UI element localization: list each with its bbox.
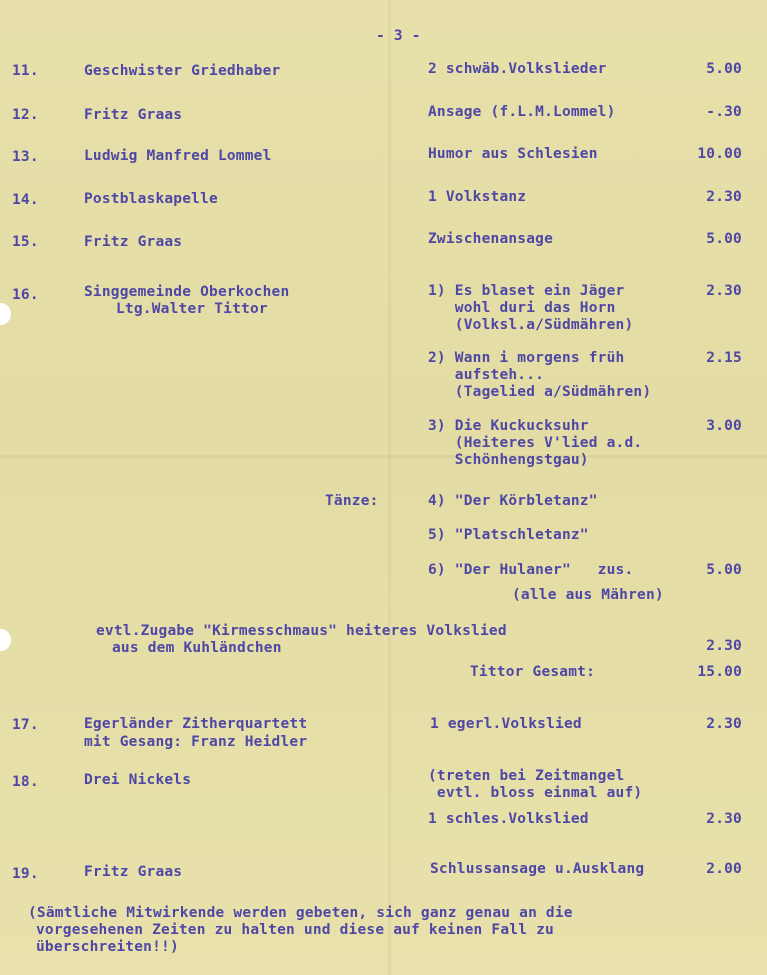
program-item: 2 schwäb.Volkslieder (428, 61, 607, 77)
amount: 2.30 (706, 189, 742, 205)
amount: 10.00 (697, 146, 742, 162)
song-line: (Heiteres V'lied a.d. (428, 435, 643, 451)
row-number: 11. (12, 63, 39, 79)
note-line1: (treten bei Zeitmangel (428, 768, 625, 784)
song-line: 2) Wann i morgens früh (428, 350, 625, 366)
performer-line1: Egerländer Zitherquartett (84, 716, 308, 732)
performer: Fritz Graas (84, 864, 183, 880)
dance-line: 5) "Platschletanz" (428, 527, 589, 543)
encore-line2: aus dem Kuhländchen (112, 640, 282, 656)
row-number: 19. (12, 866, 39, 882)
performer: Drei Nickels (84, 772, 192, 788)
row-number: 17. (12, 717, 39, 733)
fold-line-horizontal (0, 455, 767, 458)
performer: Geschwister Griedhaber (84, 63, 281, 79)
song-line: Schönhengstgau) (428, 452, 589, 468)
footer-line1: (Sämtliche Mitwirkende werden gebeten, sich ganz genau an die (28, 905, 573, 921)
encore-line1: evtl.Zugabe "Kirmesschmaus" heiteres Volkslied (96, 623, 507, 639)
amount: 2.15 (706, 350, 742, 366)
performer: Postblaskapelle (84, 191, 218, 207)
punch-hole-icon (0, 629, 11, 651)
program-item: 1 egerl.Volkslied (430, 716, 582, 732)
program-item: Ansage (f.L.M.Lommel) (428, 104, 616, 120)
program-item: 1 Volkstanz (428, 189, 527, 205)
amount: 2.30 (706, 716, 742, 732)
total-amount: 15.00 (697, 664, 742, 680)
song-line: wohl duri das Horn (428, 300, 616, 316)
amount: 5.00 (706, 231, 742, 247)
song-line: (Volksl.a/Südmähren) (428, 317, 634, 333)
row-number: 12. (12, 107, 39, 123)
amount: 2.00 (706, 861, 742, 877)
performer-line1: Singgemeinde Oberkochen (84, 284, 290, 300)
row-number: 14. (12, 192, 39, 208)
song-line: aufsteh... (428, 367, 545, 383)
row-number: 13. (12, 149, 39, 165)
performer: Fritz Graas (84, 234, 183, 250)
program-item: Humor aus Schlesien (428, 146, 598, 162)
song-line: 3) Die Kuckucksuhr (428, 418, 589, 434)
dances-note: (alle aus Mähren) (512, 587, 664, 603)
program-item: Schlussansage u.Ausklang (430, 861, 645, 877)
amount: 5.00 (706, 562, 742, 578)
amount: 2.30 (706, 638, 742, 654)
row-number: 16. (12, 287, 39, 303)
program-item: Zwischenansage (428, 231, 554, 247)
performer-line2: mit Gesang: Franz Heidler (84, 734, 308, 750)
dances-label: Tänze: (325, 493, 379, 509)
amount: 3.00 (706, 418, 742, 434)
program-item: 1 schles.Volkslied (428, 811, 589, 827)
dance-line: 4) "Der Körbletanz" (428, 493, 598, 509)
performer: Ludwig Manfred Lommel (84, 148, 272, 164)
total-label: Tittor Gesamt: (470, 664, 596, 680)
row-number: 15. (12, 234, 39, 250)
amount: 2.30 (706, 283, 742, 299)
amount: 5.00 (706, 61, 742, 77)
footer-line2: vorgesehenen Zeiten zu halten und diese auf keinen Fall zu (36, 922, 554, 938)
performer-line2: Ltg.Walter Tittor (116, 301, 268, 317)
performer: Fritz Graas (84, 107, 183, 123)
fold-line-vertical (388, 0, 391, 975)
dance-line: 6) "Der Hulaner" zus. (428, 562, 634, 578)
song-line: (Tagelied a/Südmähren) (428, 384, 652, 400)
song-line: 1) Es blaset ein Jäger (428, 283, 625, 299)
amount: 2.30 (706, 811, 742, 827)
page-number: - 3 - (376, 28, 421, 44)
footer-line3: überschreiten!!) (36, 939, 179, 955)
row-number: 18. (12, 774, 39, 790)
amount: -.30 (706, 104, 742, 120)
note-line2: evtl. bloss einmal auf) (428, 785, 643, 801)
punch-hole-icon (0, 303, 11, 325)
